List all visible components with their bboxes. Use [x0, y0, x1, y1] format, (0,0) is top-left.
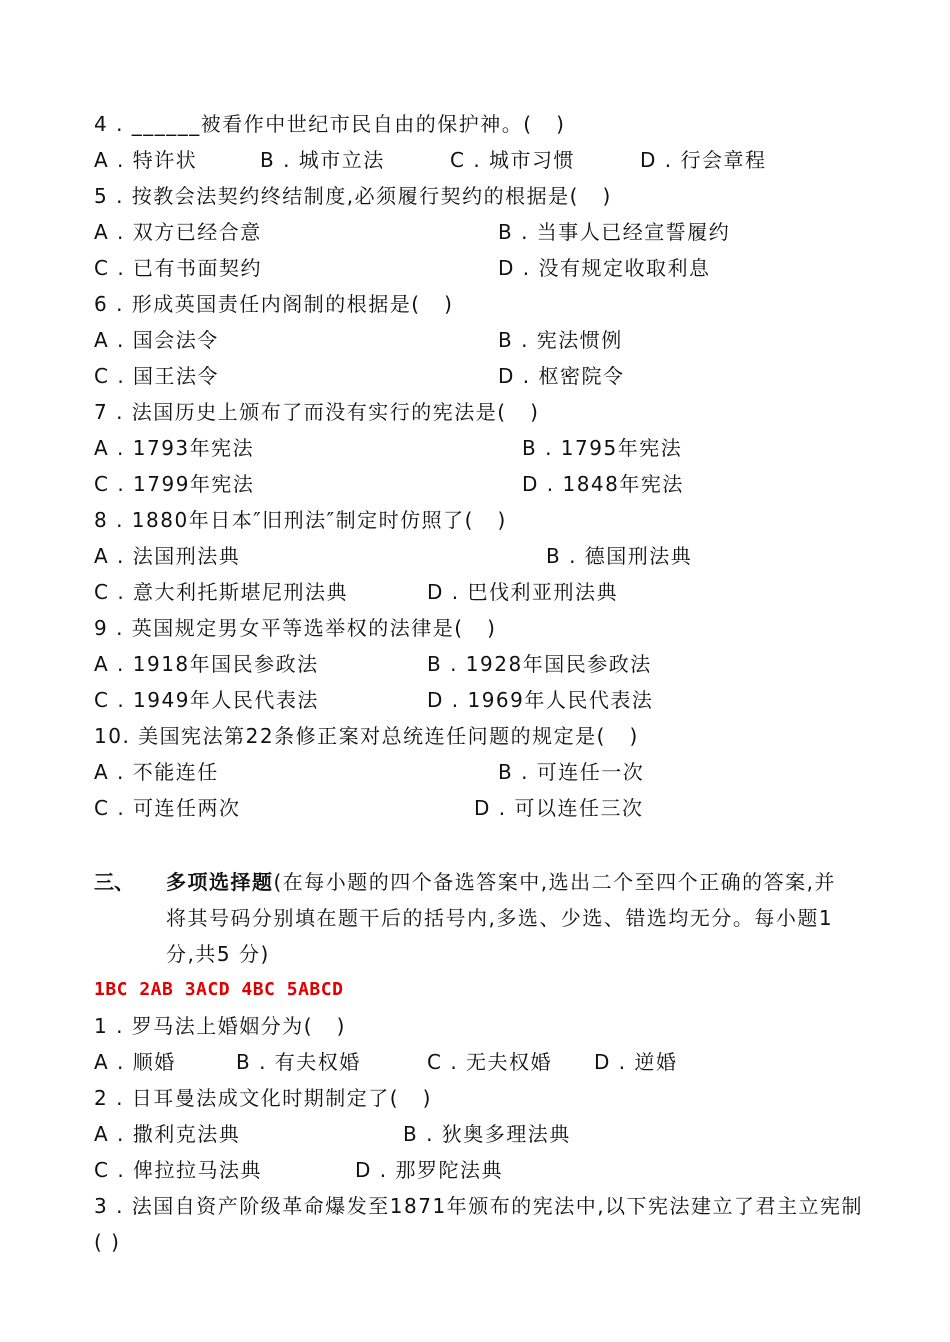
question-8-option-c: C . 意大利托斯堪尼刑法典 — [94, 580, 349, 604]
section-3-heading — [166, 864, 856, 972]
question-6-option-a: A . 国会法令 — [94, 328, 219, 352]
multi-question-2-option-b: B . 狄奥多理法典 — [403, 1122, 571, 1146]
multi-question-1-stem: 1 . 罗马法上婚姻分为( ) — [94, 1014, 346, 1038]
multi-question-3-stem: 3 . 法国自资产阶级革命爆发至1871年颁布的宪法中,以下宪法建立了君主立宪制( ) — [94, 1194, 864, 1254]
question-5-option-c: C . 已有书面契约 — [94, 256, 263, 280]
section-3-title: 多项选择题 — [166, 870, 274, 894]
question-4-stem: 4 . ______被看作中世纪市民自由的保护神。( ) — [94, 112, 566, 136]
multi-question-1-option-b: B . 有夫权婚 — [236, 1050, 361, 1074]
section-3-number: 三、 — [94, 870, 134, 894]
question-5-option-b: B . 当事人已经宣誓履约 — [498, 220, 731, 244]
question-8-option-d: D . 巴伐利亚刑法典 — [427, 580, 618, 604]
question-4-option-a: A . 特许状 — [94, 148, 198, 172]
question-9-option-a: A . 1918年国民参政法 — [94, 652, 319, 676]
question-10-stem: 10. 美国宪法第22条修正案对总统连任问题的规定是( ) — [94, 724, 639, 748]
question-4-option-c: C . 城市习惯 — [450, 148, 576, 172]
question-10-option-a: A . 不能连任 — [94, 760, 219, 784]
question-10-option-d: D . 可以连任三次 — [474, 796, 644, 820]
multi-question-1-option-d: D . 逆婚 — [594, 1050, 678, 1074]
question-6-option-b: B . 宪法惯例 — [498, 328, 623, 352]
question-6-option-d: D . 枢密院令 — [498, 364, 625, 388]
section-3-instructions: (在每小题的四个备选答案中,选出二个至四个正确的答案,并将其号码分别填在题干后的括号内,多选、少选、错选均无分。每小题1 分,共5 分) — [166, 870, 837, 966]
question-9-option-d: D . 1969年人民代表法 — [427, 688, 654, 712]
question-5-stem: 5 . 按教会法契约终结制度,必须履行契约的根据是( ) — [94, 184, 612, 208]
question-10-option-b: B . 可连任一次 — [498, 760, 645, 784]
question-8-option-a: A . 法国刑法典 — [94, 544, 241, 568]
question-4-option-b: B . 城市立法 — [260, 148, 385, 172]
multi-question-1-option-c: C . 无夫权婚 — [427, 1050, 553, 1074]
multi-question-2-stem: 2 . 日耳曼法成文化时期制定了( ) — [94, 1086, 432, 1110]
question-9-option-c: C . 1949年人民代表法 — [94, 688, 319, 712]
question-7-option-c: C . 1799年宪法 — [94, 472, 255, 496]
question-7-option-b: B . 1795年宪法 — [522, 436, 683, 460]
question-8-option-b: B . 德国刑法典 — [546, 544, 693, 568]
multi-question-2-option-d: D . 那罗陀法典 — [355, 1158, 503, 1182]
question-7-option-a: A . 1793年宪法 — [94, 436, 255, 460]
answer-key: 1BC 2AB 3ACD 4BC 5ABCD — [94, 979, 344, 1000]
question-7-option-d: D . 1848年宪法 — [522, 472, 684, 496]
question-10-option-c: C . 可连任两次 — [94, 796, 241, 820]
question-9-stem: 9 . 英国规定男女平等选举权的法律是( ) — [94, 616, 497, 640]
question-6-option-c: C . 国王法令 — [94, 364, 220, 388]
multi-question-2-option-a: A . 撒利克法典 — [94, 1122, 241, 1146]
question-8-stem: 8 . 1880年日本″旧刑法″制定时仿照了( ) — [94, 508, 507, 532]
question-9-option-b: B . 1928年国民参政法 — [427, 652, 652, 676]
question-5-option-a: A . 双方已经合意 — [94, 220, 262, 244]
multi-question-1-option-a: A . 顺婚 — [94, 1050, 176, 1074]
question-7-stem: 7 . 法国历史上颁布了而没有实行的宪法是( ) — [94, 400, 540, 424]
question-6-stem: 6 . 形成英国责任内阁制的根据是( ) — [94, 292, 454, 316]
question-4-option-d: D . 行会章程 — [640, 148, 767, 172]
question-5-option-d: D . 没有规定收取利息 — [498, 256, 711, 280]
multi-question-2-option-c: C . 俾拉拉马法典 — [94, 1158, 263, 1182]
